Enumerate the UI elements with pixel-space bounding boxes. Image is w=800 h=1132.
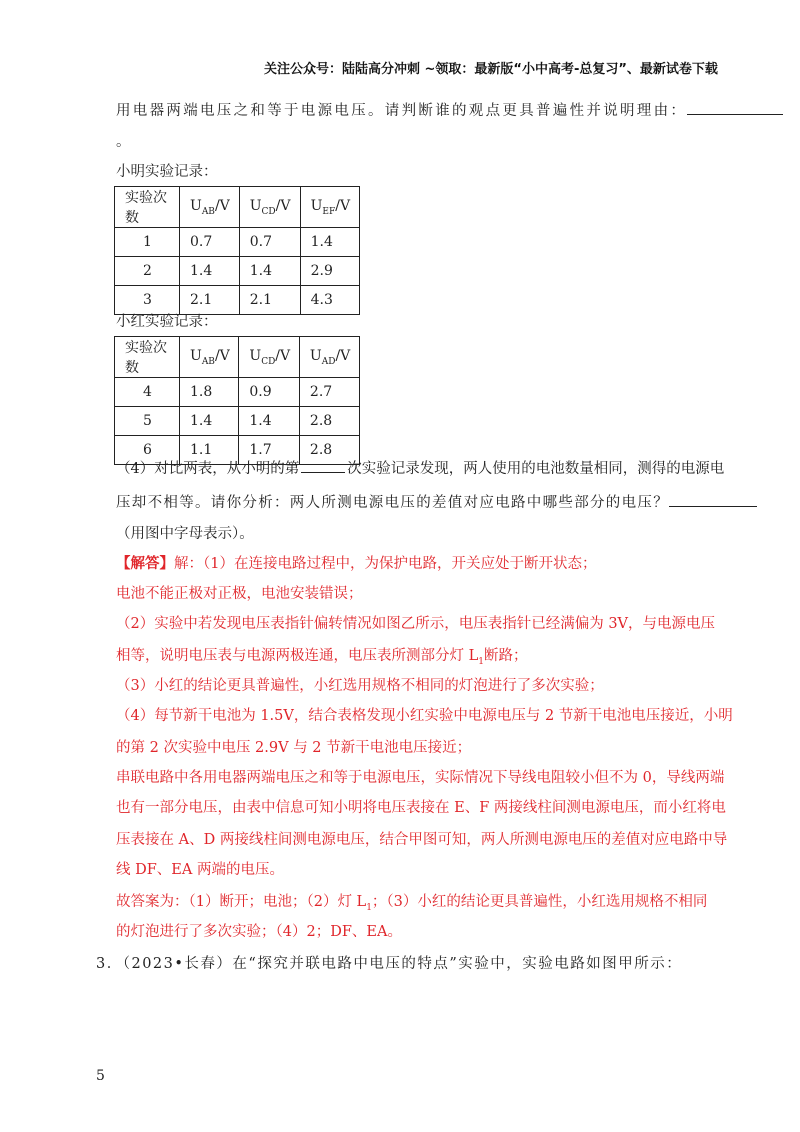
table-cell: 5 — [115, 407, 180, 436]
header-cell: $U_{CD}/V$ — [239, 187, 300, 228]
answer-line: 串联电路中各用电器两端电压之和等于电源电压，实际情况下导线电阻较小但不为 0，导线两端 — [116, 770, 725, 786]
table-cell: 1.4 — [239, 407, 300, 436]
header-cell: 实验次数 — [115, 337, 180, 378]
table-cell: 6 — [115, 436, 180, 465]
xiaoming-table — [114, 186, 360, 315]
answer-line: 的第 2 次实验中电压 2.9V 与 2 节新干电池电压接近； — [116, 740, 472, 756]
answer-line: 相等，说明电压表与电源两极连通，电压表所测部分灯 $L_1$断路； — [116, 648, 528, 667]
table-cell: 1.4 — [300, 228, 359, 257]
question-4-line2: 压却不相等。请你分析：两人所测电源电压的差值对应电路中哪些部分的电压？ — [116, 492, 757, 513]
answer-line: 线 DF、EA 两端的电压。 — [116, 862, 284, 878]
question-3: 3．（2023•长春）在“探究并联电路中电压的特点”实验中，实验电路如图甲所示： — [96, 956, 683, 972]
table-cell: 2.7 — [299, 378, 359, 407]
header-cell: $U_{AD}/V$ — [299, 337, 359, 378]
header-cell: $U_{EF}/V$ — [300, 187, 359, 228]
xiaohong-table — [114, 336, 360, 465]
table-cell: 2.8 — [299, 436, 359, 465]
answer-blank — [669, 492, 757, 507]
answer-line: （3）小红的结论更具普遍性，小红选用规格不相同的灯泡进行了多次实验； — [116, 678, 604, 694]
table-cell: 3 — [115, 286, 180, 315]
table-cell: 0.7 — [239, 228, 300, 257]
table-row — [115, 407, 360, 436]
table-cell: 0.7 — [180, 228, 240, 257]
xiaoming-title: 小明实验记录： — [116, 164, 218, 180]
answer-line: （2）实验中若发现电压表指针偏转情况如图乙所示，电压表指针已经满偏为 3V，与电源电压 — [116, 616, 716, 632]
question-line-end: 。 — [116, 134, 131, 150]
answer-line: 也有一部分电压，由表中信息可知小明将电压表接在 E、F 两接线柱间测电源电压，而小红将电 — [116, 800, 726, 816]
table-row — [115, 286, 360, 315]
table-cell: 1.1 — [180, 436, 239, 465]
header-cell: $U_{CD}/V$ — [239, 337, 300, 378]
question-4-line1: （4）对比两表，从小明的第 次实验记录发现，两人使用的电池数量相同，测得的电源电 — [116, 458, 724, 479]
table-cell: 1.4 — [180, 257, 240, 286]
question-line — [116, 100, 783, 121]
answer-line: （4）每节新干电池为 1.5V，结合表格发现小红实验中电源电压与 2 节新干电池电压接近，小明 — [116, 708, 733, 724]
table-row — [115, 228, 360, 257]
answer-line: 【解答】解：（1）在连接电路过程中，为保护电路，开关应处于断开状态； — [116, 555, 597, 572]
table-row — [115, 378, 360, 407]
answer-line: 压表接在 A、D 两接线柱间测电源电压，结合甲图可知，两人所测电源电压的差值对应电路中导 — [116, 832, 728, 848]
table-cell: 2 — [115, 257, 180, 286]
table-cell: 1.8 — [180, 378, 239, 407]
table-cell: 4 — [115, 378, 180, 407]
table-cell: 2.8 — [299, 407, 359, 436]
table-header-row — [115, 337, 360, 378]
answer-blank — [687, 100, 783, 115]
table-cell: 1.4 — [239, 257, 300, 286]
question-text: 用电器两端电压之和等于电源电压。请判断谁的观点更具普遍性并说明理由： — [116, 103, 688, 119]
table-row — [115, 257, 360, 286]
answer-tag: 【解答】 — [116, 555, 174, 572]
table-cell: 4.3 — [300, 286, 359, 315]
table-cell: 1 — [115, 228, 180, 257]
question-4-line3: （用图中字母表示）。 — [116, 526, 254, 542]
xiaohong-title: 小红实验记录： — [116, 314, 218, 330]
table-cell: 2.9 — [300, 257, 359, 286]
answer-line: 电池不能正极对正极，电池安装错误； — [116, 586, 363, 602]
header-cell: $U_{AB}/V$ — [180, 337, 239, 378]
table-cell: 1.7 — [239, 436, 300, 465]
table-cell: 2.1 — [239, 286, 300, 315]
table-cell: 2.1 — [180, 286, 240, 315]
page-number: 5 — [96, 1068, 105, 1084]
answer-line: 故答案为：（1）断开；电池；（2）灯 $L_1$；（3）小红的结论更具普遍性，小红选用规格不相同 — [116, 894, 708, 913]
answer-blank — [301, 458, 345, 473]
header-cell: 实验次数 — [115, 187, 180, 228]
table-cell: 1.4 — [180, 407, 239, 436]
table-header-row — [115, 187, 360, 228]
page-header: 关注公众号：陆陆高分冲刺 ~领取：最新版“小中高考-总复习”、最新试卷下载 — [264, 62, 718, 77]
answer-line: 的灯泡进行了多次实验；（4）2；DF、EA。 — [116, 924, 402, 940]
table-cell: 0.9 — [239, 378, 300, 407]
header-cell: $U_{AB}/V$ — [180, 187, 240, 228]
